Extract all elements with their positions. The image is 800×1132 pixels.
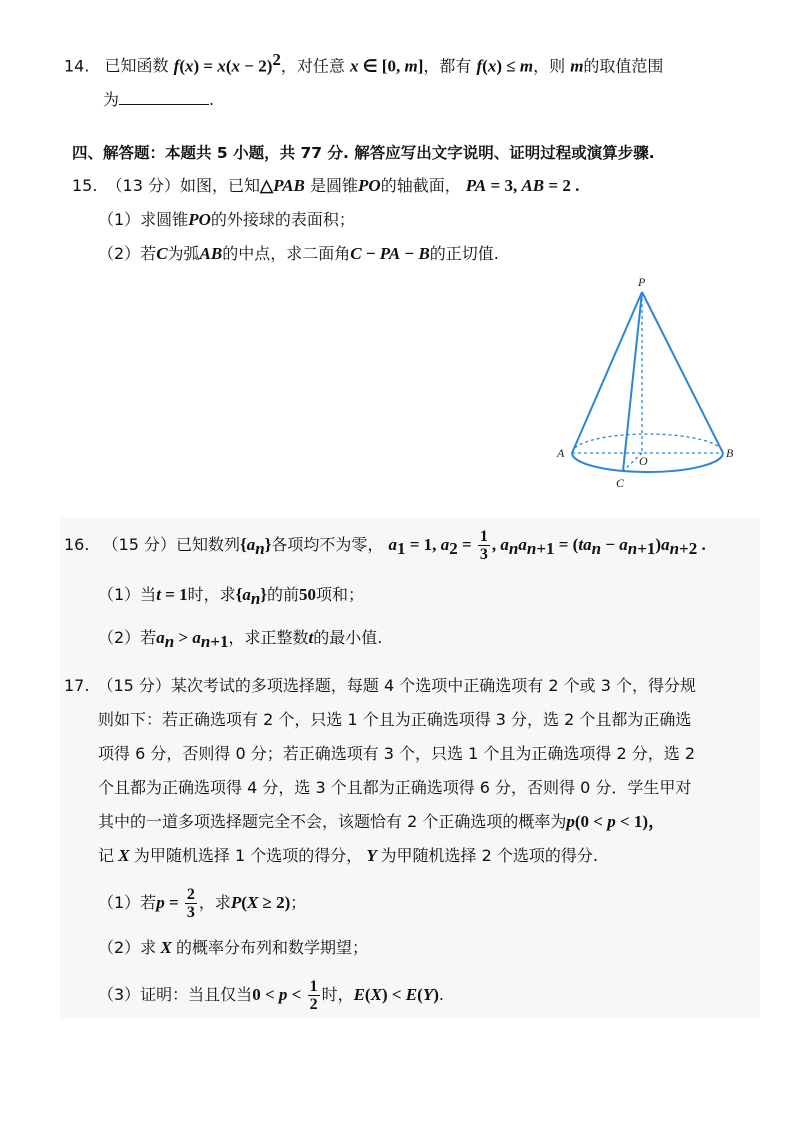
q17-line5: 其中的一道多项选择题完全不会，该题恰有 2 个正确选项的概率为p(0 < p < 1)， [98,812,666,831]
edge-PA [572,292,642,453]
label-C: C [616,476,625,490]
label-B: B [726,446,734,460]
edge-PB [642,292,723,453]
q15-line1: 15. （13 分）如图，已知△PAB 是圆锥PO的轴截面， PA = 3, AB = 2 . [72,176,580,195]
q17-line6: 记 X 为甲随机选择 1 个选项的得分， Y 为甲随机选择 2 个选项的得分. [98,846,598,865]
q15-part1: （1）求圆锥PO的外接球的表面积； [98,210,355,229]
label-A: A [557,446,565,460]
answer-blank [119,89,209,105]
edge-PC [623,292,642,471]
label-P: P [638,275,646,289]
q17-line3: 项得 6 分，否则得 0 分；若正确选项有 3 个，只选 1 个且为正确选项得 2 分，选 2 [98,744,696,763]
q14-line1: 14. 已知函数 $f(x) = x(x - 2)^2$，对任意 x ∈ [0, m]，都有 f(x) ≤ m，则 m的取值范围 [64,50,664,76]
q16-part1: （1）当t = 1时，求$\{a_n\}$的前50项和； [98,585,365,609]
q17-part3: （3）证明：当且仅当0 < p < $\frac{1}{2}$ 时，E(X) < E(Y). [98,978,444,1013]
cone-figure [550,272,760,492]
label-O: O [639,454,648,468]
q17-part1: （1）若p = $\frac{2}{3}$ ，求P(X ≥ 2)； [98,886,307,921]
q17-line1: 17. （15 分）某次考试的多项选择题，每题 4 个选项中正确选项有 2 个或 3 个，得分规 [64,676,696,695]
q16-part2: （2）若$a_n > a_{n+1}$，求正整数t的最小值. [98,628,383,652]
q16-line1: 16. （15 分）已知数列$\{a_n\}$各项均不为零， $a_1 = 1$, $a_2$ = $\frac{1}{3}$ , $a_na_{n+1} = (ta_n - a_{n+1})a_{n+2}$ . [64,528,706,563]
section-heading: 四、解答题：本题共 5 小题，共 77 分. 解答应写出文字说明、证明过程或演算步骤. [72,144,655,162]
q17-line4: 个且都为正确选项得 4 分，选 3 个且都为正确选项得 6 分，否则得 0 分．学生甲对 [98,778,692,797]
base-back-arc [572,434,723,453]
q15-part2: （2）若C为弧AB的中点，求二面角C − PA − B的正切值. [98,244,499,263]
q14-line2: 为 . [103,90,215,109]
q17-part2: （2）求 X 的概率分布列和数学期望； [98,938,369,957]
q17-line2: 则如下：若正确选项有 2 个，只选 1 个且为正确选项得 3 分，选 2 个且都为正确选 [98,710,692,729]
q14-function: f [173,56,180,76]
